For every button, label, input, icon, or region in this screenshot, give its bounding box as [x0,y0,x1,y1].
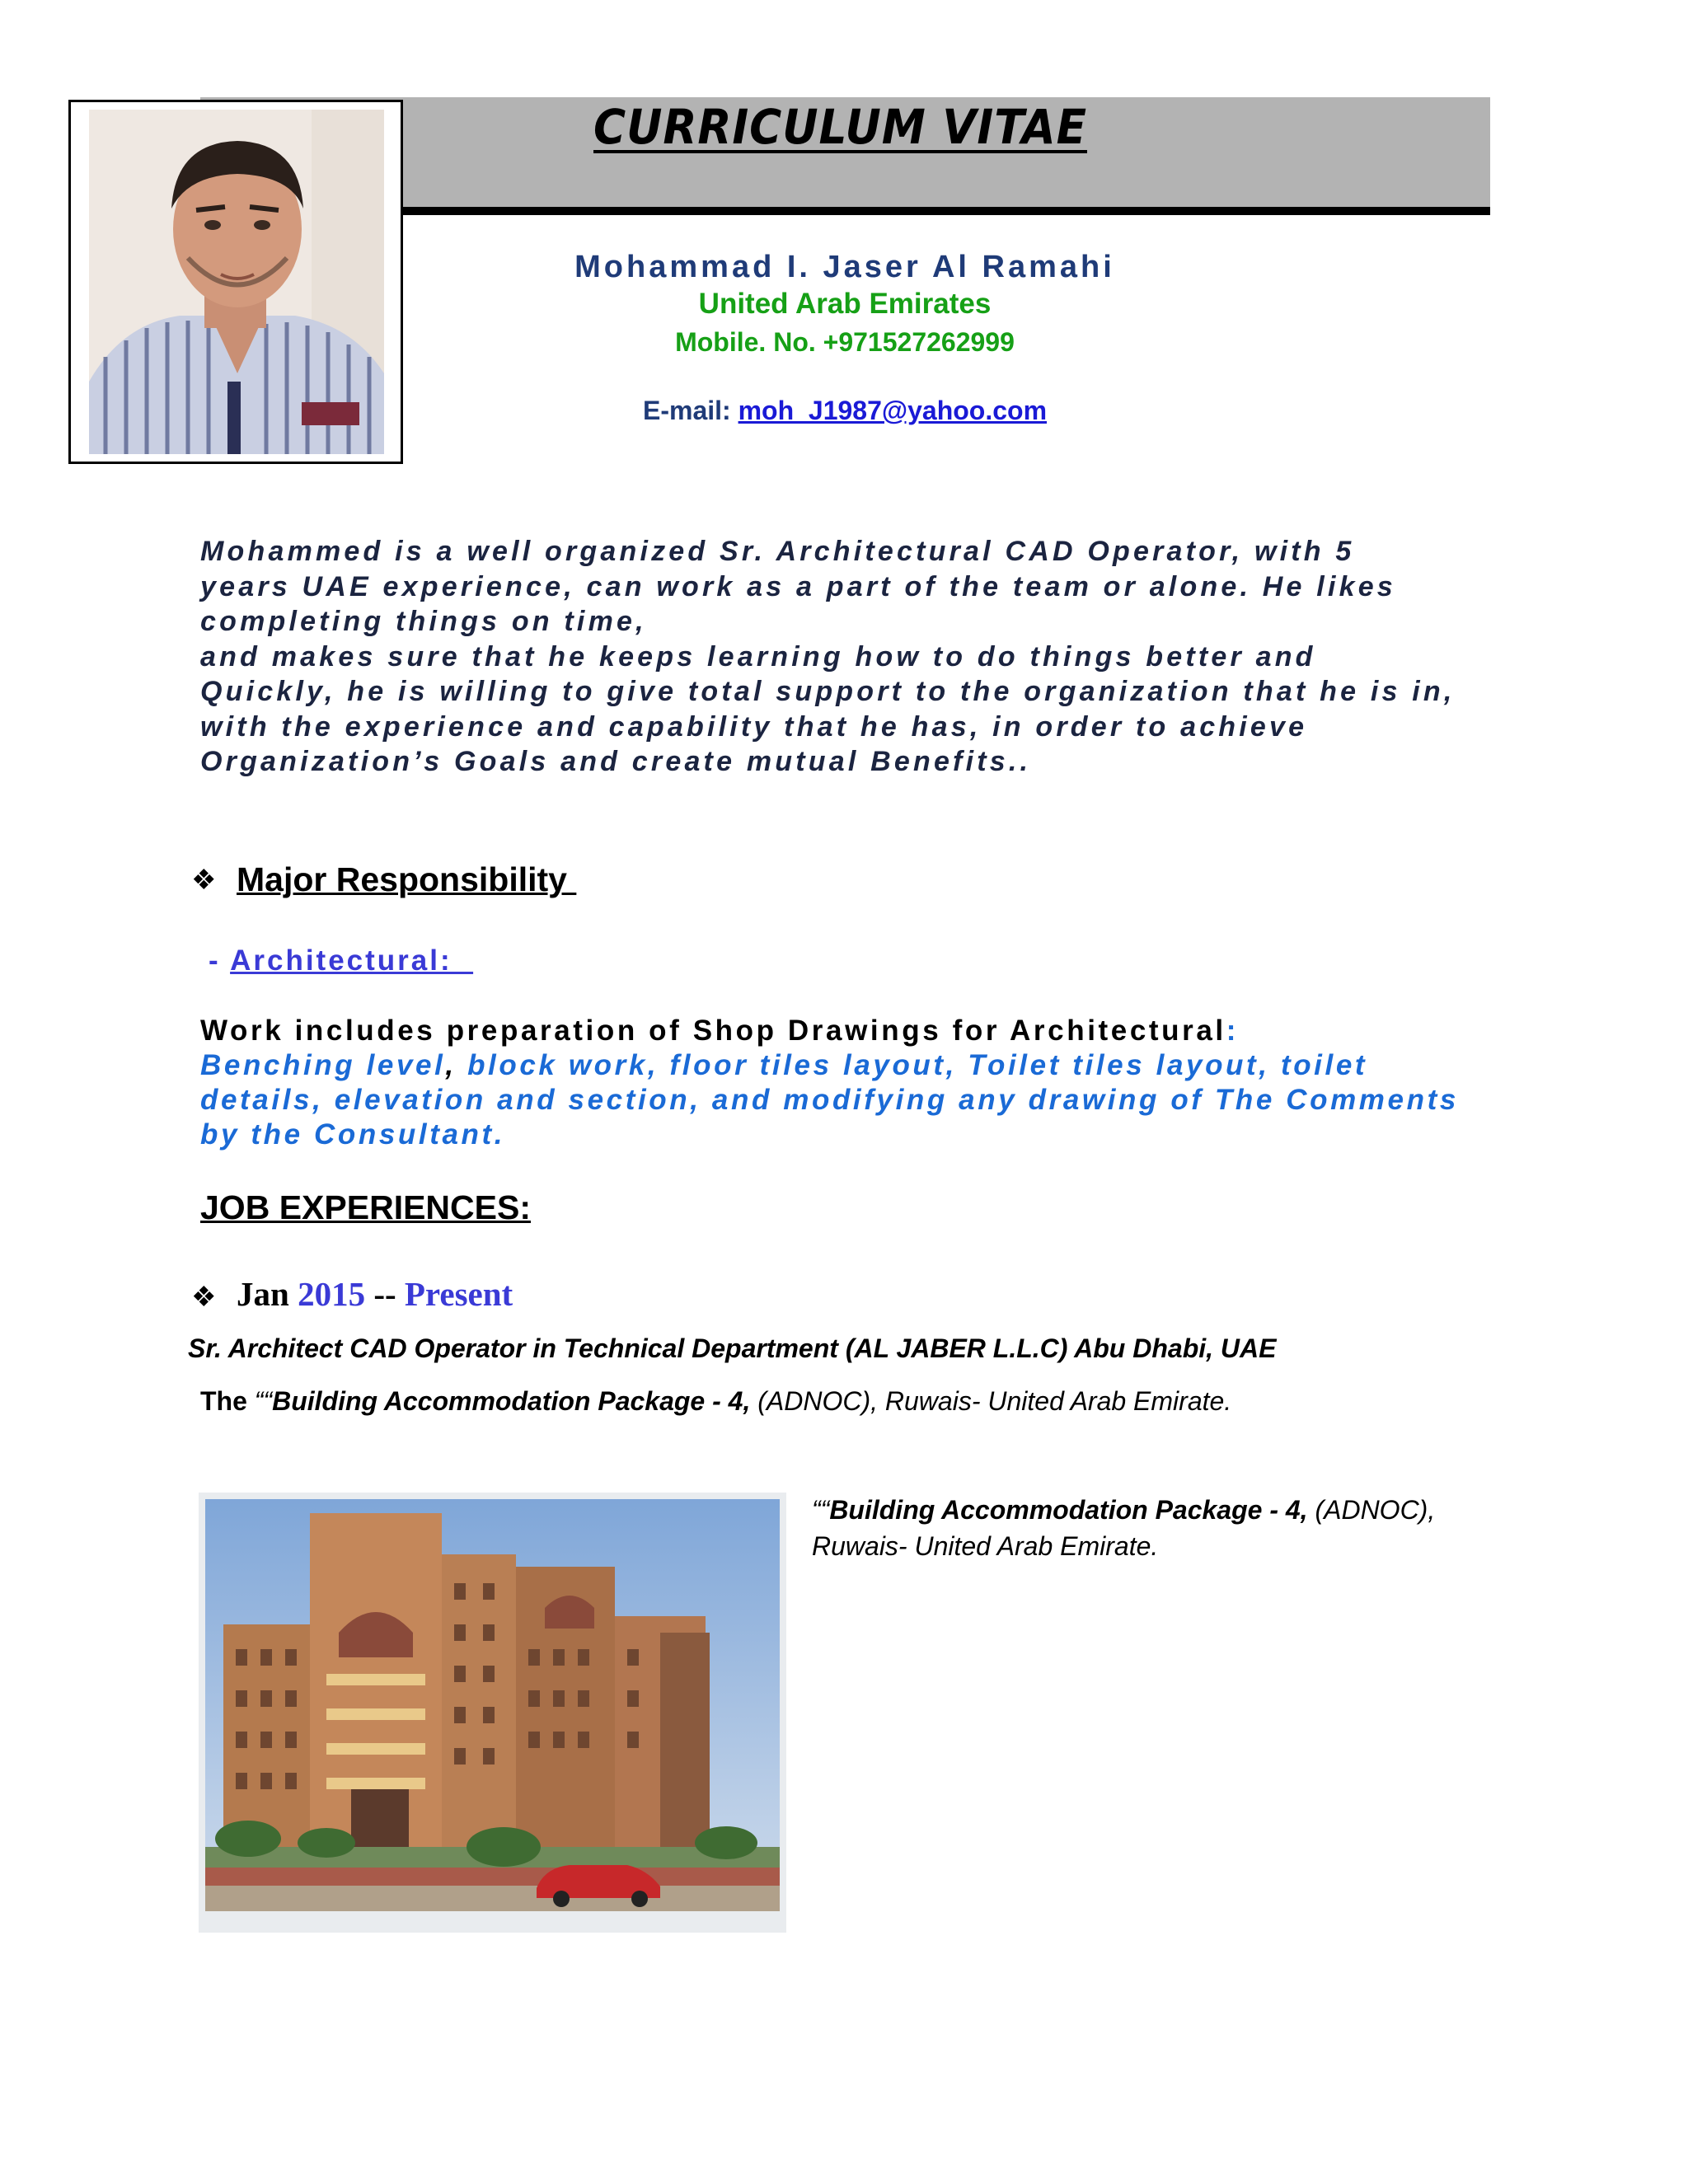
responsibility-heading: Major Responsibility [237,860,577,898]
job-date-month: Jan [237,1275,298,1313]
project-prefix: The [200,1386,255,1416]
caption-name: Building Accommodation Package - 4, [829,1495,1308,1525]
architectural-prefix: - [209,944,231,977]
work-item-first: Benching level [200,1049,446,1081]
job-date-year: 2015 [298,1275,366,1313]
work-items [200,1049,1459,1151]
profile-photo [89,110,384,454]
candidate-country: United Arab Emirates [698,288,992,320]
work-colon: : [1226,1015,1240,1047]
email-link[interactable]: moh_J1987@yahoo.com [738,396,1048,425]
work-lead: Work includes preparation of Shop Drawings for Architectural [200,1015,1226,1047]
project-rest: (ADNOC), Ruwais- United Arab Emirate. [750,1386,1232,1416]
job-experiences-heading: JOB EXPERIENCES: [200,1188,531,1226]
project-quote: ““ [254,1386,273,1416]
work-item-sep: , [445,1049,468,1081]
page-title: CURRICULUM VITAE [593,99,1087,155]
caption-rest: (ADNOC), Ruwais- United Arab Emirate. [812,1495,1436,1561]
bullet-diamond-icon: ❖ [191,865,217,896]
caption-quote: ““ [812,1495,830,1525]
architectural-title: Architectural: [230,944,474,977]
job-date-sep: -- [365,1275,405,1313]
job-role: Sr. Architect CAD Operator in Technical Department (AL JABER L.L.C) Abu Dhabi, UAE [188,1333,1277,1363]
architectural-label [209,944,473,977]
work-description [200,1014,1486,1152]
email-line [412,396,1278,426]
job-date-end: Present [404,1275,513,1313]
project-caption [812,1492,1488,1564]
project-name: Building Accommodation Package - 4, [272,1386,751,1416]
work-item-rest: block work, floor tiles layout, Toilet tiles layout, toilet details, elevation and section, and modifying any drawing of The Comments by the Consultant. [200,1049,1459,1151]
email-label: E-mail: [642,396,738,425]
candidate-name: Mohammad I. Jaser Al Ramahi [574,250,1115,284]
project-building-image [199,1493,786,1933]
profile-summary: Mohammed is a well organized Sr. Architectural CAD Operator, with 5 years UAE experience, can work as a part of the team or alone. He likes completing things on time, and makes sure that he keeps learning how to do things better and Quickly, he is willing to give total support to the organization that he is in, with the experience and capability that he has, in order to achieve Organization’s Goals and create mutual Benefits.. [200,536,1456,777]
job-project [200,1386,1231,1417]
candidate-mobile: Mobile. No. +971527262999 [675,327,1015,357]
job-date-range [237,1274,513,1314]
bullet-diamond-icon: ❖ [191,1282,217,1313]
